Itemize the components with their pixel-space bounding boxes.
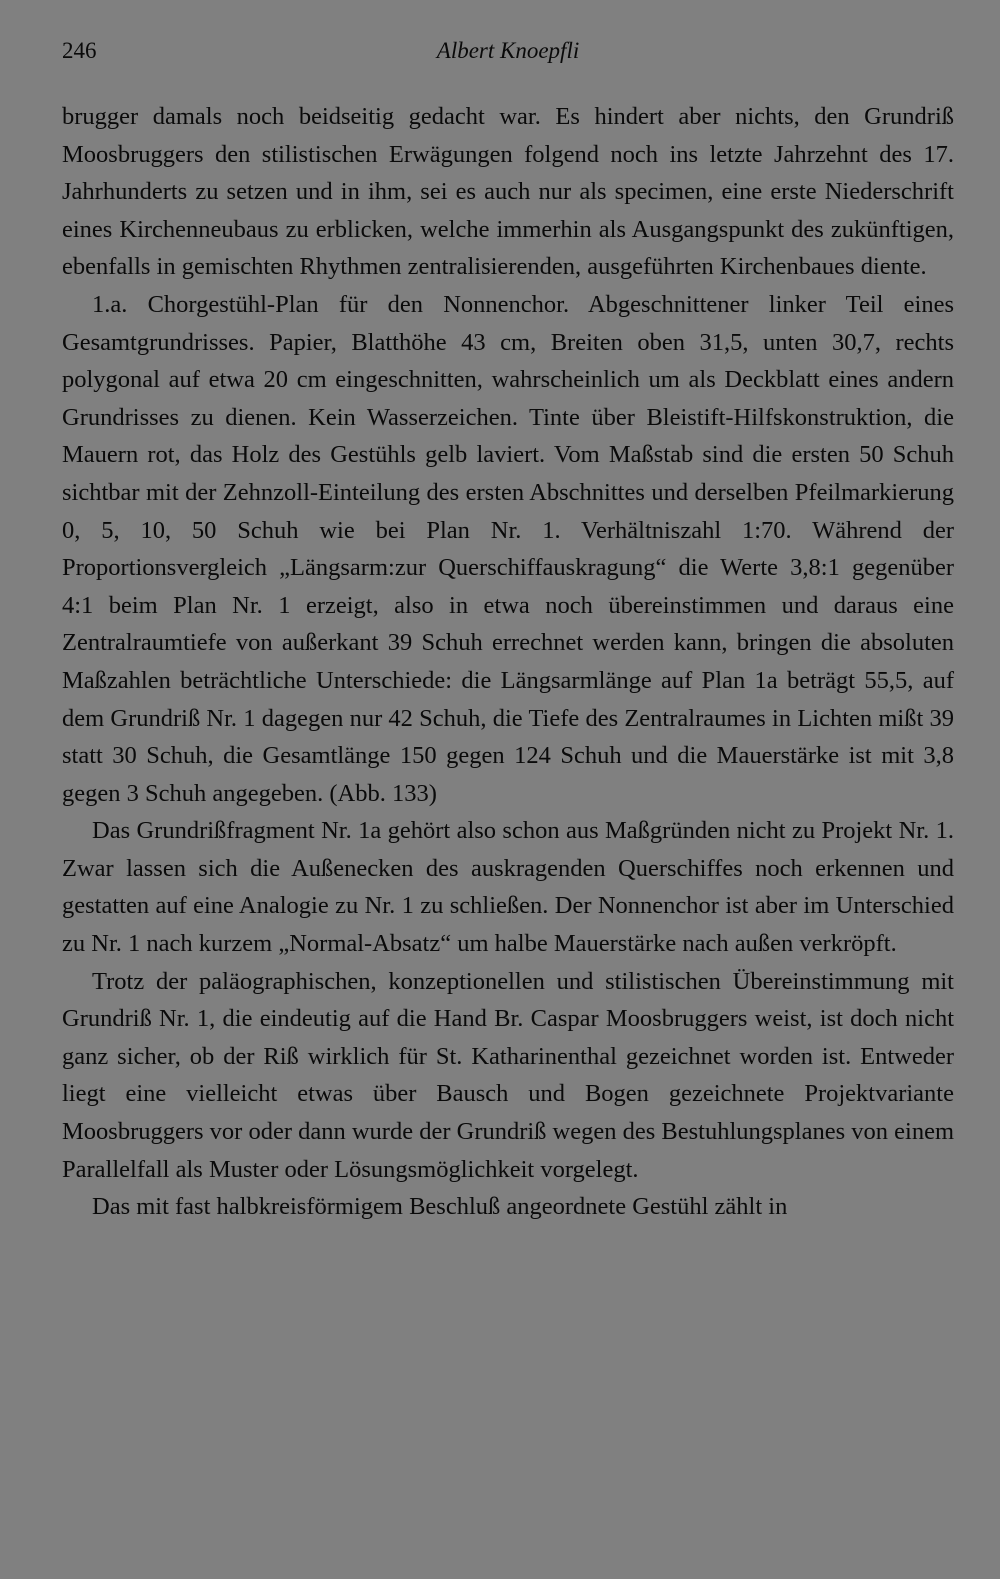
paragraph-gestuehl: Das mit fast halbkreisförmigem Beschluß angeordnete Gestühl zählt in (92, 1193, 788, 1221)
body-text (62, 98, 954, 1226)
running-title: Albert Knoepfli (436, 38, 580, 63)
paragraph-plan-1a: 1.a. Chorgestühl-Plan für den Nonnenchor. Abgeschnittener linker Teil eines Gesamtgrundrisses. Papier, Blatthöhe 43 cm, Breiten oben 31,5, unten 30,7, rechts polygonal auf etwa 20 cm eingeschnitten, wahrscheinlich um als Deckblatt eines andern Grundrisses zu dienen. Kein Wasserzeichen. Tinte über Bleistift-Hilfskonstruktion, die Mauern rot, das Holz des Gestühls gelb laviert. Vom Maßstab sind die ersten 50 Schuh sichtbar mit der Zehnzoll-Einteilung des ersten Abschnittes und derselben Pfeilmarkierung 0, 5, 10, 50 Schuh wie bei Plan Nr. 1. Verhältniszahl 1:70. Während der Proportionsvergleich „Längsarm:zur Querschiffauskragung“ die Werte 3,8:1 gegenüber 4:1 beim Plan Nr. 1 erzeigt, also in etwa noch übereinstimmen und daraus eine Zentralraumtiefe von außerkant 39 Schuh errechnet werden kann, bringen die absoluten Maßzahlen beträchtliche Unterschiede: die Längsarmlänge auf Plan 1a beträgt 55,5, auf dem Grundriß Nr. 1 dagegen nur 42 Schuh, die Tiefe des Zentralraumes in Lichten mißt 39 statt 30 Schuh, die Gesamtlänge 150 gegen 124 Schuh und die Mauerstärke ist mit 3,8 gegen 3 Schuh angegeben. (Abb. 133) (62, 290, 954, 807)
paragraph-continuation: brugger damals noch beidseitig gedacht war. Es hindert aber nichts, den Grundriß Moosbruggers den stilistischen Erwägungen folgend noch ins letzte Jahrzehnt des 17. Jahrhunderts zu setzen und in ihm, sei es auch nur als specimen, eine erste Niederschrift eines Kirchenneubaus zu erblicken, welche immerhin als Ausgangspunkt des zukünftigen, ebenfalls in gemischten Rhythmen zentralisierenden, ausgeführten Kirchenbaues diente. (62, 103, 954, 281)
paragraph-fragment: Das Grundrißfragment Nr. 1a gehört also schon aus Maßgründen nicht zu Projekt Nr. 1. Zwar lassen sich die Außenecken des auskragenden Querschiffes noch erkennen und gestatten auf eine Analogie zu Nr. 1 zu schließen. Der Nonnenchor ist aber im Unterschied zu Nr. 1 nach kurzem „Normal-Absatz“ um halbe Mauerstärke nach außen verkröpft. (62, 817, 954, 958)
page-number: 246 (62, 38, 97, 63)
running-head (62, 30, 954, 72)
book-page (62, 30, 954, 1226)
paragraph-attribution: Trotz der paläographischen, konzeptionellen und stilistischen Übereinstimmung mit Grundriß Nr. 1, die eindeutig auf die Hand Br. Caspar Moosbruggers weist, ist doch nicht ganz sicher, ob der Riß wirklich für St. Katharinenthal gezeichnet worden ist. Entweder liegt eine vielleicht etwas über Bausch und Bogen gezeichnete Projektvariante Moosbruggers vor oder dann wurde der Grundriß wegen des Bestuhlungsplanes von einem Parallelfall als Muster oder Lösungsmöglichkeit vorgelegt. (62, 967, 955, 1183)
